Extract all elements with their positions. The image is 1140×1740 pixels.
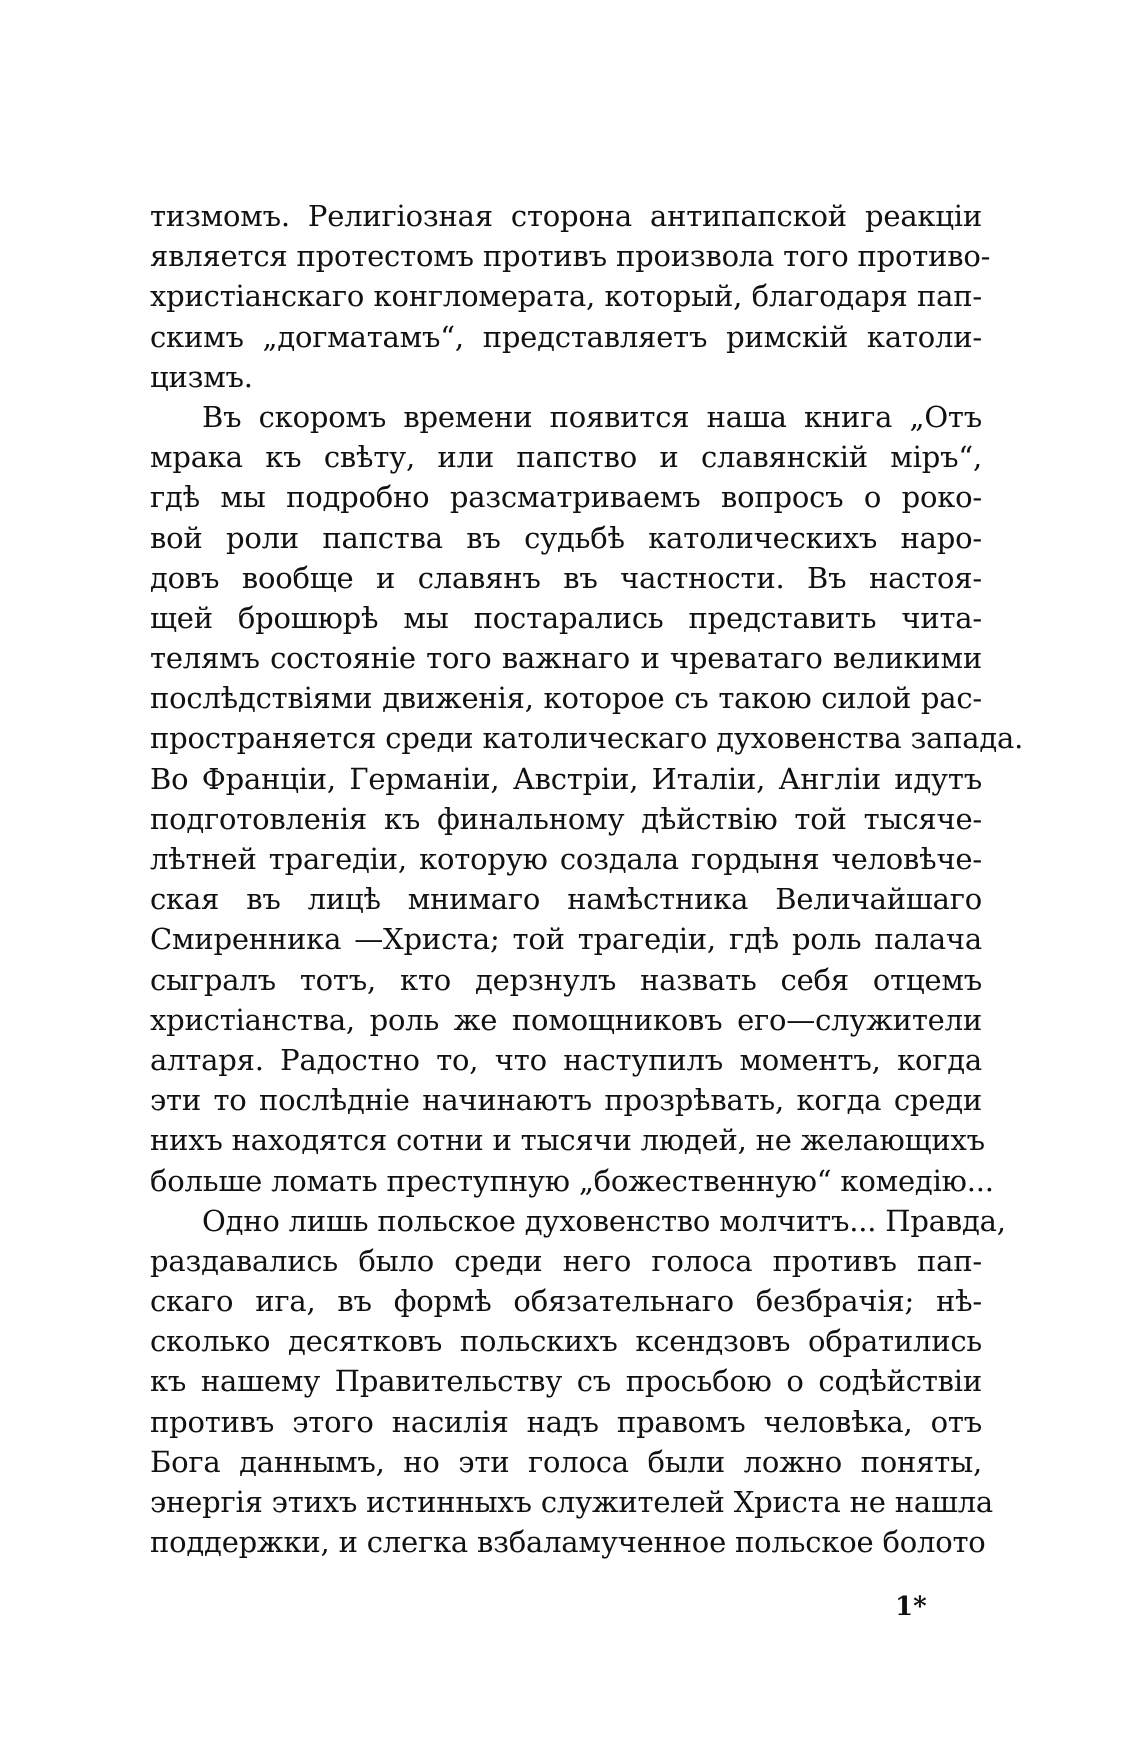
text-line: противъ этого насилія надъ правомъ человѣка, отъ bbox=[150, 1404, 982, 1439]
text-line: цизмъ. bbox=[150, 359, 253, 394]
text-line: Во Франціи, Германіи, Австріи, Италіи, Англіи идутъ bbox=[150, 761, 982, 796]
text-line: нихъ находятся сотни и тысячи людей, не желающихъ bbox=[150, 1123, 985, 1158]
text-line: сколько десятковъ польскихъ ксендзовъ обратились bbox=[150, 1324, 982, 1359]
paragraph-first-line: Въ скоромъ времени появится наша книга „Отъ bbox=[202, 399, 982, 434]
text-line: подготовленія къ финальному дѣйствію той тысяче- bbox=[150, 801, 982, 836]
text-line: эти то послѣдніе начинаютъ прозрѣвать, когда среди bbox=[150, 1083, 982, 1118]
text-line: больше ломать преступную „божественную“ комедію... bbox=[150, 1163, 994, 1198]
text-line: гдѣ мы подробно разсматриваемъ вопросъ о роко- bbox=[150, 480, 982, 515]
text-line: энергія этихъ истинныхъ служителей Христа не нашла bbox=[150, 1485, 994, 1519]
text-line: поддержки, и слегка взбаламученное польское болото bbox=[150, 1525, 986, 1560]
paragraph-first-line: Одно лишь польское духовенство молчитъ... Правда, bbox=[202, 1203, 1006, 1238]
text-line: ская въ лицѣ мнимаго намѣстника Величайшаго bbox=[150, 882, 982, 917]
text-line: телямъ состояніе того важнаго и чреватаго великими bbox=[150, 641, 982, 676]
text-line: христіанства, роль же помощниковъ его—служители bbox=[150, 1002, 982, 1037]
text-line: пространяется среди католическаго духовенства запада. bbox=[150, 721, 1024, 756]
body-text bbox=[150, 196, 1024, 1562]
text-line: тизмомъ. Религіозная сторона антипапской реакціи bbox=[150, 199, 982, 233]
text-line: является протестомъ противъ произвола того противо- bbox=[150, 239, 991, 274]
text-line: послѣдствіями движенія, которое съ такою силой рас- bbox=[150, 681, 982, 716]
text-line: Бога даннымъ, но эти голоса были ложно поняты, bbox=[150, 1444, 982, 1479]
text-line: скаго ига, въ формѣ обязательнаго безбрачія; нѣ- bbox=[150, 1284, 982, 1319]
text-line: раздавались было среди него голоса противъ пап- bbox=[150, 1243, 982, 1278]
text-line: къ нашему Правительству съ просьбою о содѣйствіи bbox=[150, 1364, 982, 1399]
page-number: 1* bbox=[895, 1592, 927, 1622]
text-line: христіанскаго конгломерата, который, благодаря пап- bbox=[150, 279, 982, 314]
text-line: Смиренника —Христа; той трагедіи, гдѣ роль палача bbox=[150, 922, 982, 957]
text-line: алтаря. Радостно то, что наступилъ моментъ, когда bbox=[150, 1042, 982, 1077]
text-line: сыгралъ тотъ, кто дерзнулъ назвать себя отцемъ bbox=[150, 962, 982, 997]
text-line: вой роли папства въ судьбѣ католическихъ наро- bbox=[150, 520, 982, 555]
text-line: довъ вообще и славянъ въ частности. Въ настоя- bbox=[150, 560, 982, 595]
text-line: скимъ „догматамъ“, представляетъ римскій католи- bbox=[150, 319, 982, 354]
text-line: щей брошюрѣ мы постарались представить чита- bbox=[150, 600, 982, 635]
text-line: мрака къ свѣту, или папство и славянскій міръ“, bbox=[150, 440, 982, 475]
text-line: лѣтней трагедіи, которую создала гордыня человѣче- bbox=[150, 842, 982, 876]
